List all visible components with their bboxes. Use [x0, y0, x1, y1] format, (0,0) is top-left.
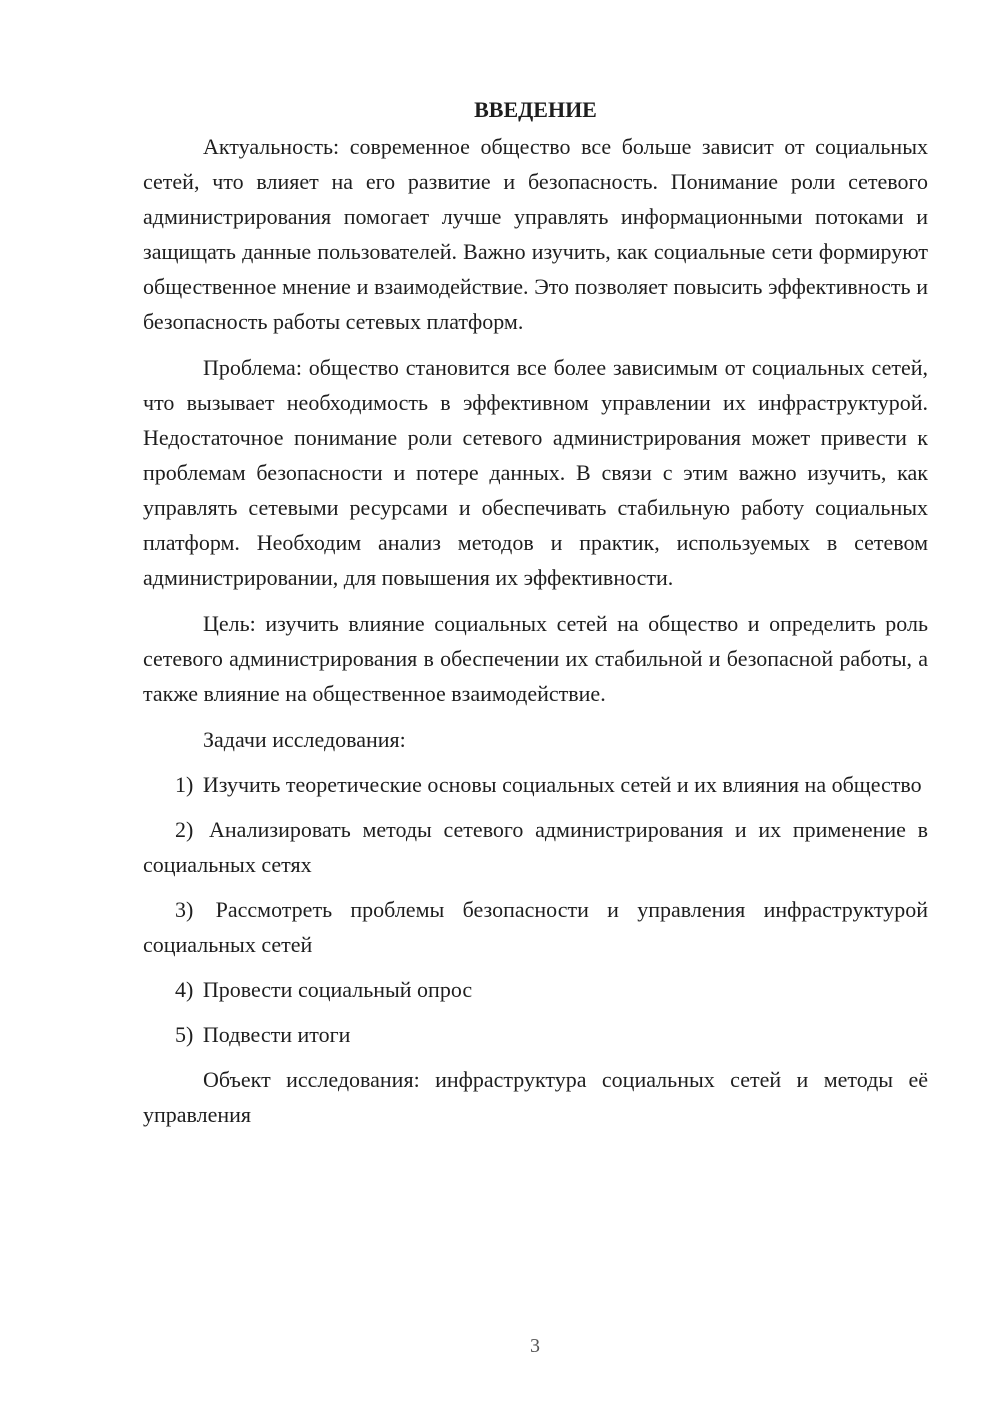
task-number: 3) [175, 897, 194, 922]
task-number: 4) [175, 977, 194, 1002]
paragraph-goal: Цель: изучить влияние социальных сетей на общество и определить роль сетевого администрирования в обеспечении их стабильной и безопасной работы, а также влияние на общественное взаимодействие. [143, 611, 928, 706]
task-item [143, 892, 928, 962]
task-item [143, 812, 928, 882]
task-text: Подвести итоги [202, 1022, 351, 1047]
task-number: 1) [175, 772, 194, 797]
task-text: Провести социальный опрос [202, 977, 473, 1002]
task-text: Рассмотреть проблемы безопасности и управления инфраструктурой социальных сетей [143, 897, 928, 957]
task-text: Изучить теоретические основы социальных сетей и их влияния на общество [202, 772, 922, 797]
tasks-heading: Задачи исследования: [203, 727, 406, 752]
paragraph-object: Объект исследования: инфраструктура социальных сетей и методы её управления [143, 1067, 928, 1127]
paragraph-problem: Проблема: общество становится все более зависимым от социальных сетей, что вызывает необходимость в эффективном управлении их инфраструктурой. Недостаточное понимание роли сетевого администрирования может привести к проблемам безопасности и потере данных. В связи с этим важно изучить, как управлять сетевыми ресурсами и обеспечивать стабильную работу социальных платформ. Необходим анализ методов и практик, используемых в сетевом администрировании, для повышения их эффективности. [143, 355, 928, 590]
task-number: 5) [175, 1022, 194, 1047]
task-item [143, 972, 928, 1007]
paragraph-relevance: Актуальность: современное общество все больше зависит от социальных сетей, что влияет на его развитие и безопасность. Понимание роли сетевого администрирования помогает лучше управлять информационными потоками и защищать данные пользователей. Важно изучить, как социальные сети формируют общественное мнение и взаимодействие. Это позволяет повысить эффективность и безопасность работы сетевых платформ. [143, 134, 928, 334]
task-item [143, 767, 928, 802]
page-number: 3 [530, 1335, 540, 1357]
task-item [143, 1017, 928, 1052]
document-page [143, 92, 928, 1143]
task-text: Анализировать методы сетевого администрирования и их применение в социальных сетях [143, 817, 928, 877]
task-number: 2) [175, 817, 194, 842]
section-title: ВВЕДЕНИЕ [474, 97, 597, 122]
